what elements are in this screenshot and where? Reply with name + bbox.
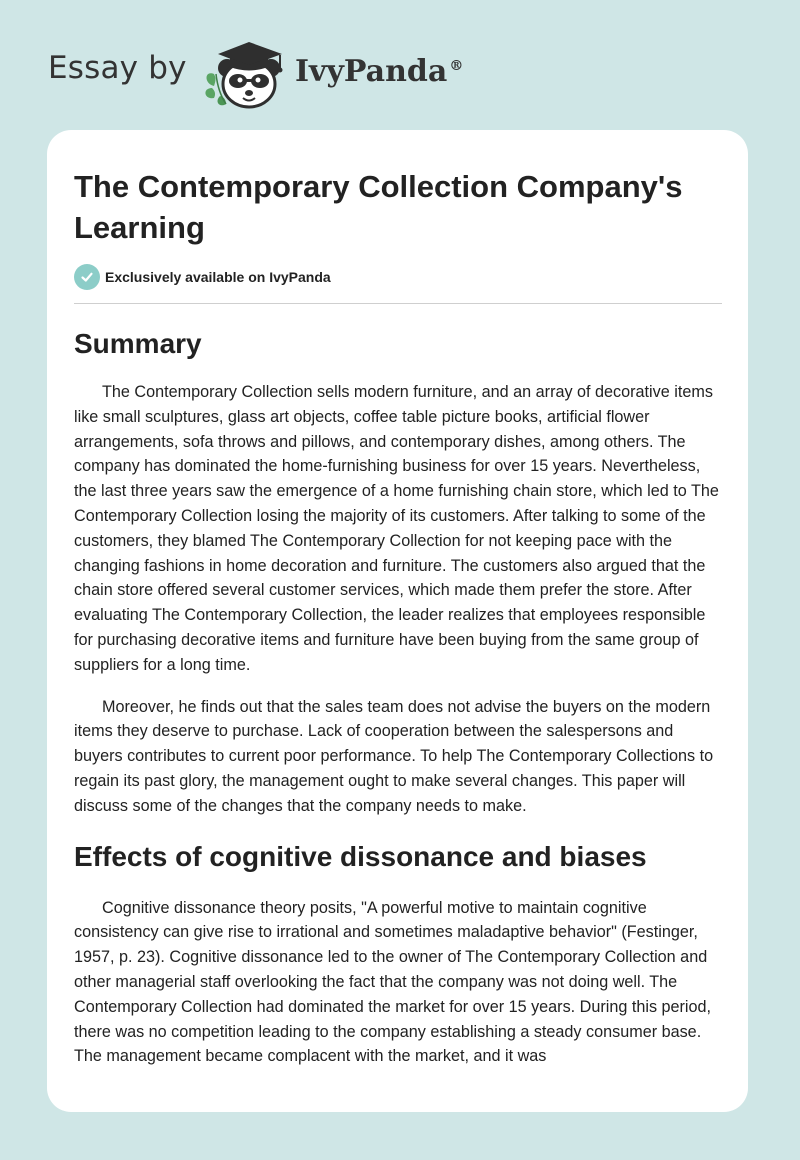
exclusive-label: Exclusively available on IvyPanda <box>105 269 331 285</box>
paragraph: The Contemporary Collection sells modern furniture, and an array of decorative items like small sculptures, glass art objects, coffee table picture books, artificial flower arrangements, sofa throws and pillows, and contemporary dishes, among others. The company has dominated the home-furnishing business for over 15 years. Nevertheless, the last three years saw the emergence of a home furnishing chain store, which led to The Contemporary Collection losing the majority of its customers. After talking to some of the customers, they blamed The Contemporary Collection for not keeping pace with the changing fashions in home decoration and furniture. The customers also argued that the chain store offered several customer services, which made them prefer the store. After evaluating The Contemporary Collection, the leader realizes that employees responsible for purchasing decorative items and furniture have been buying from the same group of suppliers for a long time. <box>74 383 719 674</box>
exclusive-badge <box>74 264 331 290</box>
essay-by-label: Essay by <box>48 50 187 86</box>
section-heading-summary: Summary <box>74 328 202 359</box>
brand-text: IvyPanda <box>295 54 448 89</box>
essay-card <box>47 130 748 1112</box>
section-heading-cognitive-dissonance: Effects of cognitive dissonance and biases <box>74 840 647 872</box>
registered-mark: ® <box>449 58 464 74</box>
check-icon <box>74 264 100 290</box>
paragraph: Moreover, he finds out that the sales team does not advise the buyers on the modern items they deserve to purchase. Lack of cooperation between the salespersons and buyers contributes to current poor performance. To help The Contemporary Collections to regain its past glory, the management ought to make several changes. This paper will discuss some of the changes that the company needs to make. <box>74 697 714 815</box>
paragraph: Cognitive dissonance theory posits, "A powerful motive to maintain cognitive consistency can give rise to irrational and sometimes maladaptive behavior" (Festinger, 1957, p. 23). Cognitive dissonance led to the owner of The Contemporary Collection and other managerial staff overlooking the fact that the company was not doing well. The Contemporary Collection had dominated the market for over 15 years. During this period, there was no competition leading to the company establishing a steady consumer base. The management became complacent with the market, and it was <box>74 898 712 1066</box>
brand-name[interactable] <box>295 54 463 89</box>
panda-logo-icon[interactable] <box>200 34 290 110</box>
divider <box>74 303 722 304</box>
site-header <box>0 0 800 130</box>
essay-title: The Contemporary Collection Company's Learning <box>74 169 683 245</box>
essay-body <box>74 326 722 1086</box>
